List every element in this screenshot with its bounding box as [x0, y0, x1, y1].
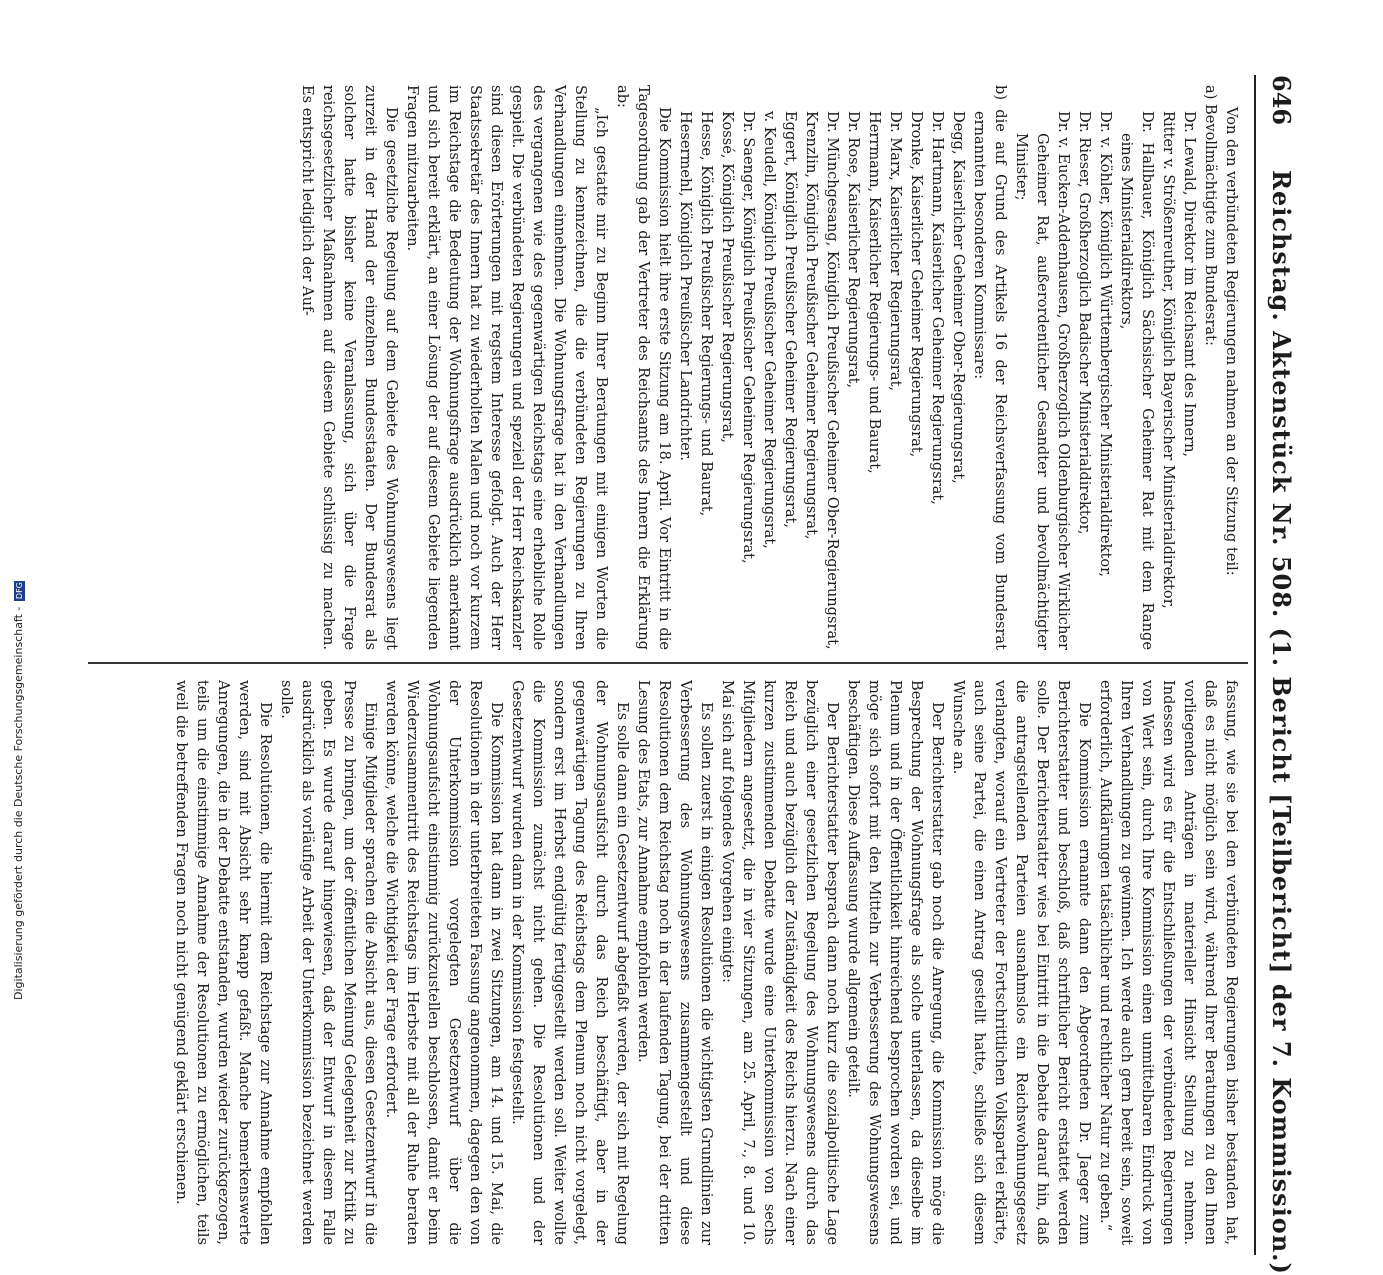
digitization-credit [12, 581, 25, 1000]
rotated-page-content [80, 75, 1300, 1275]
paragraph: Krenzlin, Königlich Preußischer Geheimer Regierungsrat, [803, 111, 820, 540]
paragraph: Von den verbündeten Regierungen nahmen an der Sitzung teil: [1223, 107, 1240, 576]
paragraph: Dr. Münchgesang, Königlich Preußischer Geheimer Ober-Regierungsrat, [824, 111, 841, 650]
header-rule [1254, 75, 1256, 1255]
page-header [1260, 75, 1300, 1275]
paragraph: Einige Mitglieder sprachen die Absicht aus, diesen Gesetzentwurf in die Presse zu bringen, um der öffentlichen Meinung Gelegenheit zur Kritik zu geben. Es wurde darauf hingewiesen, daß der Entwurf in diesem Falle ausdrücklich als vorläufige Arbeit der Unterkommission bezeichnet werden solle. [278, 680, 379, 1245]
paragraph: Dr. Rieser, Großherzoglich Badischer Ministerialdirektor, [1076, 111, 1093, 535]
paragraph: Es sollen zuerst in einigen Resolutionen die wichtigsten Grundlinien zur Verbesserung des Wohnungswesens zusammengestellt und diese Resolutionen dem Reichstag noch in der laufenden Tagung, bei der dritten Lesung des Etats, zur Annahme empfohlen werden. [635, 680, 715, 1245]
paragraph: b) die auf Grund des Artikels 16 der Reichsverfassung vom Bundesrat ernannten besonderen Kommissare: [971, 85, 1009, 650]
paragraph: Dr. Rose, Kaiserlicher Regierungsrat, [845, 111, 862, 389]
right-column [171, 680, 1242, 1245]
paragraph: a) Bevollmächtigte zum Bundesrat: [1202, 85, 1219, 346]
paragraph: Hesse, Königlich Preußischer Regierungs- und Baurat, [698, 111, 715, 517]
paragraph: Dr. Marx, Kaiserlicher Regierungsrat, [887, 111, 904, 392]
paragraph: Dr. Saenger, Königlich Preußischer Geheimer Regierungsrat, [740, 111, 757, 564]
left-column [297, 85, 1242, 650]
paragraph: „Ich gestatte mir zu Beginn Ihrer Beratungen mit einigen Worten die Stellung zu kennzeichnen, die die verbündeten Regierungen zu Ihren Verhandlungen einnehmen. Die Wohnungsfrage hat in den Verhandlungen des vergangenen wie des gegenwärtigen Reichstags eine erhebliche Rolle gespielt. Die verbündeten Regierungen und speziell der Herr Reichskanzler sind diesen Erörterungen mit regstem Interesse gefolgt. Auch der Herr Staatssekretär des Innern hat zu wiederholten Malen und noch vor kurzem im Reichstage die Bedeutung der Wohnungsfrage ausdrücklich anerkannt und sich bereit erklärt, an einer Lösung der auf diesem Gebiete liegenden Fragen mitzuarbeiten. [404, 85, 610, 650]
paragraph: Degg, Kaiserlicher Geheimer Ober-Regierungsrat, [950, 111, 967, 484]
dfg-logo: DFG [14, 582, 24, 600]
page-number: 646 [1267, 75, 1296, 126]
paragraph: Eggert, Königlich Preußischer Geheimer Regierungsrat, [782, 111, 799, 529]
paragraph: Es solle dann ein Gesetzentwurf abgefaßt werden, der sich mit Regelung der Wohnungsaufsicht durch das Reich beschäftigt, aber in der gegenwärtigen Tagung des Reichstags dem Plenum noch nicht vorgelegt, sondern erst im Herbst endgültig fertiggestellt werden soll. Weiter wollte die Kommission zunächst nicht gehen. Die Resolutionen und der Gesetzentwurf wurden dann in der Kommission festgestellt. [509, 680, 631, 1245]
paragraph: Die gesetzliche Regelung auf dem Gebiete des Wohnungswesens liegt zurzeit in der Hand der einzelnen Bundesstaaten. Der Bundesrat als solcher hatte bisher keine Veranlassung, sich über die Frage reichsgesetzlicher Maßnahmen auf diesem Gebiete schlüssig zu machen. Es entspricht lediglich der Auf- [299, 85, 400, 650]
paragraph: Dr. Hallbauer, Königlich Sächsischer Geheimer Rat mit dem Range eines Ministerialdirektors, [1118, 111, 1156, 650]
paragraph: Der Berichterstatter gab noch die Anregung, die Kommission möge die Besprechung der Wohnungsfrage als solche unterlassen, da dieselbe im Plenum und in der Öffentlichkeit hinreichend besprochen worden sei, und möge sich sofort mit den Mitteln zur Verbesserung des Wohnungswesens beschäftigen. Diese Auffassung wurde allgemein geteilt. [845, 680, 946, 1245]
paragraph: fassung, wie sie bei den verbündeten Regierungen bisher bestanden hat, daß es nicht möglich sein wird, während Ihrer Beratungen zu den Ihnen vorliegenden Anträgen in materieller Hinsicht Stellung zu nehmen. Indessen wird es für die Entschließungen der verbündeten Regierungen von Wert sein, durch Ihre Kommission einen unmittelbaren Eindruck von Ihren Verhandlungen zu gewinnen. Ich werde auch gern bereit sein, soweit erforderlich, Aufklärungen tatsächlicher und rechtlicher Natur zu geben.“ [1097, 680, 1240, 1245]
paragraph: Dr. v. Eucken-Addenhausen, Großherzoglich Oldenburgischer Wirklicher Geheimer Rat, außerordentlicher Gesandter und bevollmächtigter Minister; [1013, 111, 1072, 650]
column-divider [88, 662, 1248, 664]
paragraph: Die Kommission ernannte dann den Abgeordneten Dr. Jaeger zum Berichterstatter und beschloß, daß schriftlicher Bericht erstattet werden solle. Der Berichterstatter wies bei Eintritt in die Debatte darauf hin, daß die antragstellenden Parteien ausnahmslos ein Reichswohnungsgesetz verlangten, worauf ein Vertreter der Fortschrittlichen Volkspartei erklärte, auch seine Partei, die einen Antrag gestellt hatte, schließe sich diesem Wunsche an. [950, 680, 1093, 1245]
paragraph: Dr. Lewald, Direktor im Reichsamt des Innern, [1181, 111, 1198, 458]
paragraph: Kossé, Königlich Preußischer Regierungsrat, [719, 111, 736, 444]
paragraph: Dr. v. Köhler, Königlich Württembergischer Ministerialdirektor, [1097, 111, 1114, 578]
paragraph: Ritter v. Strößenreuther, Königlich Bayerischer Ministerialdirektor, [1160, 111, 1177, 609]
paragraph: Dr. Hartmann, Kaiserlicher Geheimer Regierungsrat, [929, 111, 946, 505]
credit-text: Digitalisierung gefördert durch die Deutsche Forschungsgemeinschaft - [12, 606, 25, 1000]
paragraph: Hesermehl, Königlich Preußischer Landrichter. [677, 111, 694, 461]
paragraph: Dronke, Kaiserlicher Geheimer Regierungsrat, [908, 111, 925, 458]
paragraph: Der Berichterstatter besprach dann noch kurz die sozialpolitische Lage bezüglich einer gesetzlichen Regelung des Wohnungswesens durch das Reich und auch bezüglich der Zuständigkeit des Reichs hierzu. Nach einer kurzen zustimmenden Debatte wurde eine Unterkommission von sechs Mitgliedern angesetzt, die in vier Sitzungen, am 25. April, 7., 8. und 10. Mai sich auf folgendes Vorgehen einigte: [719, 680, 841, 1245]
page-title: Reichstag. Aktenstück Nr. 508. (1. Bericht [Teilbericht] der 7. Kommission.) [1267, 170, 1296, 1275]
paragraph: Die Kommission hat dann in zwei Sitzungen, am 14. und 15. Mai, die Resolutionen in der unterbreiteten Fassung angenommen, dagegen den von der Unterkommission vorgelegten Gesetzentwurf über die Wohnungsaufsicht einstimmig zurückzustellen beschlossen, damit er beim Wiederzusammentritt des Reichstags im Herbste mit all der Ruhe beraten werden könne, welche die Wichtigkeit der Frage erfordert. [383, 680, 505, 1245]
paragraph: Die Kommission hielt ihre erste Sitzung am 18. April. Vor Eintritt in die Tagesordnung gab der Vertreter des Reichsamts des Innern die Erklärung ab: [614, 85, 673, 650]
paragraph: Die Resolutionen, die hiermit dem Reichstage zur Annahme empfohlen werden, sind mit Absicht sehr knapp gefaßt. Manche bemerkenswerte Anregungen, die in der Debatte entstanden, wurden wieder zurückgezogen, teils um die einstimmige Annahme der Resolutionen zu ermöglichen, teils weil die betreffenden Fragen noch nicht genügend geklärt erschienen. [173, 680, 274, 1245]
paragraph: v. Keudell, Königlich Preußischer Geheimer Regierungsrat, [761, 111, 778, 549]
paragraph: Herrmann, Kaiserlicher Regierungs- und Baurat, [866, 111, 883, 474]
